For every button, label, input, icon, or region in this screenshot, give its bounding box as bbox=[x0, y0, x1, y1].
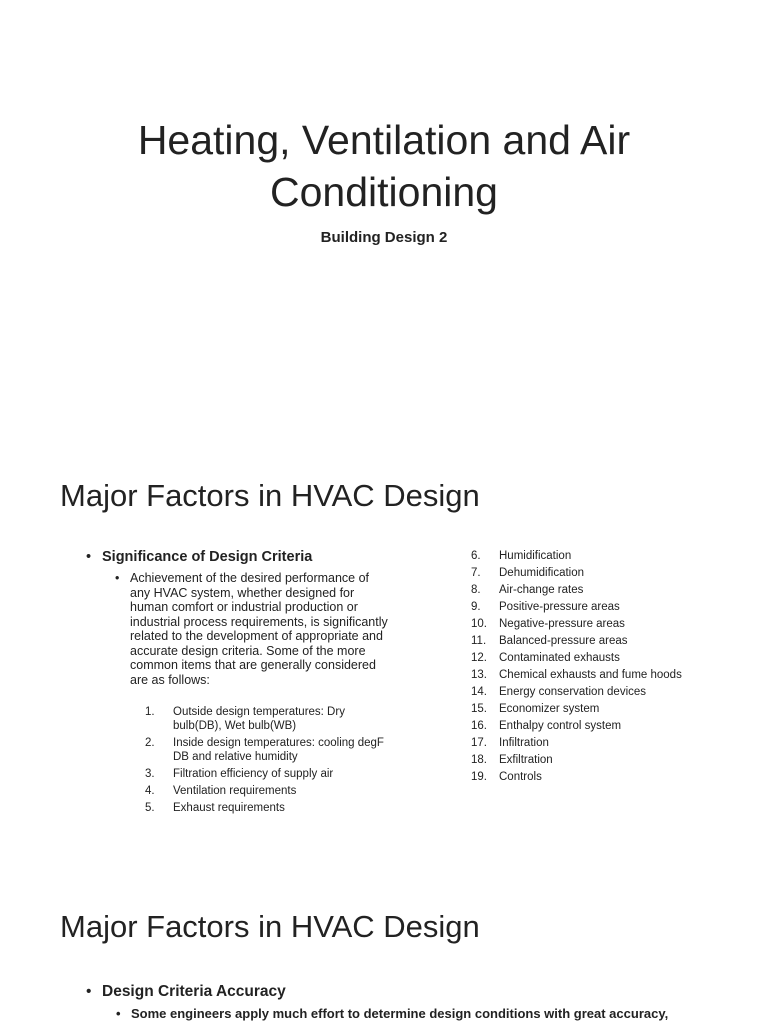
list-item bbox=[471, 548, 721, 565]
list-item bbox=[471, 650, 721, 667]
list-item bbox=[145, 784, 385, 798]
list-item-number: 19. bbox=[471, 771, 487, 783]
slide-heading: Major Factors in HVAC Design bbox=[60, 909, 480, 944]
page-title: Heating, Ventilation and Air Conditioning bbox=[137, 117, 631, 215]
criteria-list-right bbox=[471, 548, 721, 786]
list-item-number: 6. bbox=[471, 550, 481, 562]
title-slide bbox=[0, 0, 768, 432]
list-item-text: Negative-pressure areas bbox=[499, 618, 625, 630]
list-item bbox=[145, 736, 385, 764]
slide-heading: Major Factors in HVAC Design bbox=[60, 478, 480, 513]
bullet-significance: • Significance of Design Criteria bbox=[102, 549, 312, 565]
list-item-number: 12. bbox=[471, 652, 487, 664]
list-item-text: Chemical exhausts and fume hoods bbox=[499, 669, 682, 681]
list-item bbox=[471, 599, 721, 616]
list-item-text: Exhaust requirements bbox=[173, 802, 285, 814]
list-item bbox=[471, 565, 721, 582]
list-item-number: 17. bbox=[471, 737, 487, 749]
list-item bbox=[471, 582, 721, 599]
list-item bbox=[471, 735, 721, 752]
factors-slide bbox=[0, 432, 768, 864]
list-item-number: 4. bbox=[145, 785, 155, 797]
list-item-number: 14. bbox=[471, 686, 487, 698]
list-item-text: Exfiltration bbox=[499, 754, 553, 766]
list-item-text: Inside design temperatures: cooling degF DB and relative humidity bbox=[173, 737, 384, 763]
sub-bullet-description: • Achievement of the desired performance of any HVAC system, whether designed for human comfort or industrial production or industrial process requirements, is significantly related to the development of appropriate and accurate design criteria. Some of the more common items that are generally considered are as follows: bbox=[130, 571, 392, 687]
list-item-number: 10. bbox=[471, 618, 487, 630]
criteria-list-left bbox=[145, 705, 385, 818]
list-item bbox=[145, 801, 385, 815]
list-item-text: Contaminated exhausts bbox=[499, 652, 620, 664]
list-item-text: Air-change rates bbox=[499, 584, 584, 596]
list-item-number: 18. bbox=[471, 754, 487, 766]
list-item-number: 1. bbox=[145, 706, 155, 718]
list-item-text: Humidification bbox=[499, 550, 572, 562]
list-item-text: Energy conservation devices bbox=[499, 686, 647, 698]
list-item-number: 7. bbox=[471, 567, 481, 579]
list-item-number: 3. bbox=[145, 768, 155, 780]
list-item-number: 5. bbox=[145, 802, 155, 814]
list-item-text: Ventilation requirements bbox=[173, 785, 297, 797]
list-item-text: Controls bbox=[499, 771, 542, 783]
list-item-number: 11. bbox=[471, 635, 487, 647]
list-item-number: 8. bbox=[471, 584, 481, 596]
list-item-text: Balanced-pressure areas bbox=[499, 635, 628, 647]
list-item-text: Positive-pressure areas bbox=[499, 601, 620, 613]
sub-bullet-accuracy: • Some engineers apply much effort to determine design conditions with great accuracy, bbox=[131, 1007, 751, 1022]
list-item-text: Filtration efficiency of supply air bbox=[173, 768, 334, 780]
list-item bbox=[471, 752, 721, 769]
list-item-text: Dehumidification bbox=[499, 567, 585, 579]
list-item-text: Economizer system bbox=[499, 703, 600, 715]
list-item bbox=[145, 705, 385, 733]
list-item bbox=[471, 667, 721, 684]
list-item bbox=[471, 616, 721, 633]
list-item bbox=[471, 769, 721, 786]
list-item-number: 13. bbox=[471, 669, 487, 681]
list-item bbox=[145, 767, 385, 781]
list-item-number: 16. bbox=[471, 720, 487, 732]
list-item-text: Infiltration bbox=[499, 737, 549, 749]
list-item bbox=[471, 718, 721, 735]
list-item-number: 15. bbox=[471, 703, 487, 715]
bullet-accuracy: • Design Criteria Accuracy bbox=[102, 983, 286, 1001]
list-item-text: Outside design temperatures: Dry bulb(DB), Wet bulb(WB) bbox=[173, 706, 345, 732]
accuracy-slide bbox=[0, 864, 768, 1024]
list-item bbox=[471, 701, 721, 718]
list-item-text: Enthalpy control system bbox=[499, 720, 622, 732]
list-item bbox=[471, 684, 721, 701]
page-subtitle: Building Design 2 bbox=[320, 229, 448, 246]
list-item-number: 9. bbox=[471, 601, 481, 613]
list-item bbox=[471, 633, 721, 650]
list-item-number: 2. bbox=[145, 737, 155, 749]
